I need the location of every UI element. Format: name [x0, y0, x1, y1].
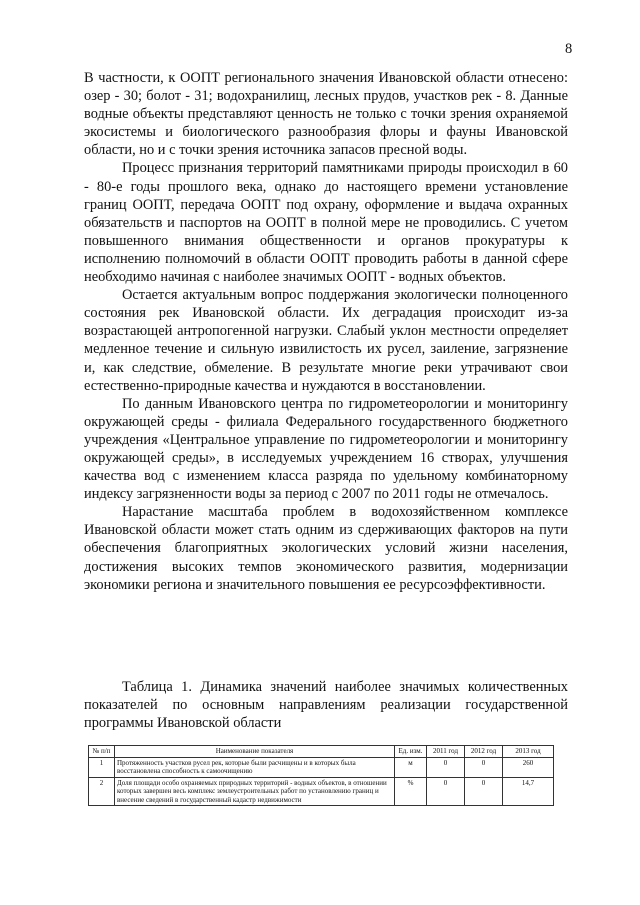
header-unit: Ед. изм. — [395, 746, 427, 758]
paragraph: Процесс признания территорий памятниками природы происходил в 60 - 80-е годы прошлого века, однако до настоящего времени установление границ ООПТ, передача ООПТ под охрану, оформление и выдача охранных обязательств и паспортов на ООПТ в полной мере не проводились. С учетом повышенного внимания общественности и органов прокуратуры к исполнению полномочий в области ООПТ проводить работы в данной сфере необходимо начиная с наиболее значимых ООПТ - водных объектов. — [84, 160, 568, 286]
cell-2011: 0 — [427, 757, 465, 777]
cell-2013: 260 — [503, 757, 554, 777]
paragraph: Нарастание масштаба проблем в водохозяйственном комплексе Ивановской области может стать одним из сдерживающих факторов на пути обеспечения благоприятных экологических условий жизни населения, достижения высоких темпов экономического развития, модернизации экономики региона и значительного повышения ее ресурсоэффективности. — [84, 504, 568, 593]
page-number: 8 — [565, 41, 573, 57]
table-header-row — [89, 746, 554, 758]
cell-unit: м — [395, 757, 427, 777]
paragraph: По данным Ивановского центра по гидрометеорологии и мониторингу окружающей среды - филиала Федерального государственного бюджетного учреждения «Центральное управление по гидрометеорологии и мониторингу окружающей среды», в исследуемых учреждением 16 створах, улучшения качества вод с изменением класса разряда по удельному комбинаторному индексу загрязненности воды за период с 2007 по 2011 годы не отмечалось. — [84, 395, 568, 503]
table-row — [89, 757, 554, 777]
cell-2011: 0 — [427, 777, 465, 806]
cell-2013: 14,7 — [503, 777, 554, 806]
cell-unit: % — [395, 777, 427, 806]
table-row — [89, 777, 554, 806]
header-2013: 2013 год — [503, 746, 554, 758]
paragraph: Остается актуальным вопрос поддержания экологически полноценного состояния рек Ивановской области. Их деградация происходит из-за возрастающей антропогенной нагрузки. Слабый уклон местности определяет медленное течение и сильную извилистость их русел, заиление, загрязнение и, как следствие, обмеление. В результате многие реки утрачивают свои естественно-природные качества и нуждаются в восстановлении. — [84, 287, 568, 394]
paragraph: В частности, к ООПТ регионального значения Ивановской области отнесено: озер - 30; болот - 31; водохранилищ, лесных прудов, участков рек - 8. Данные водные объекты представляют ценность не только с точки зрения охраняемой экосистемы и биологического разнообразия флоры и фауны Ивановской области, но и с точки зрения источника запасов пресной воды. — [84, 70, 568, 159]
cell-name: Доля площади особо охраняемых природных территорий - водных объектов, в отношении которых завершен весь комплекс землеустроительных работ по установлению границ и внесение сведений в государственный кадастр недвижимости — [115, 777, 395, 806]
body-text — [84, 69, 568, 594]
indicators-table — [88, 745, 554, 806]
header-2012: 2012 год — [465, 746, 503, 758]
table-caption: Таблица 1. Динамика значений наиболее значимых количественных показателей по основным направлениям реализации государственной программы Ивановской области — [84, 679, 568, 731]
cell-2012: 0 — [465, 757, 503, 777]
cell-num: 1 — [89, 757, 115, 777]
header-name: Наименование показателя — [115, 746, 395, 758]
cell-num: 2 — [89, 777, 115, 806]
cell-name: Протяженность участков русел рек, которые были расчищены и в которых была восстановлена способность к самоочищению — [115, 757, 395, 777]
header-num: № п/п — [89, 746, 115, 758]
header-2011: 2011 год — [427, 746, 465, 758]
cell-2012: 0 — [465, 777, 503, 806]
